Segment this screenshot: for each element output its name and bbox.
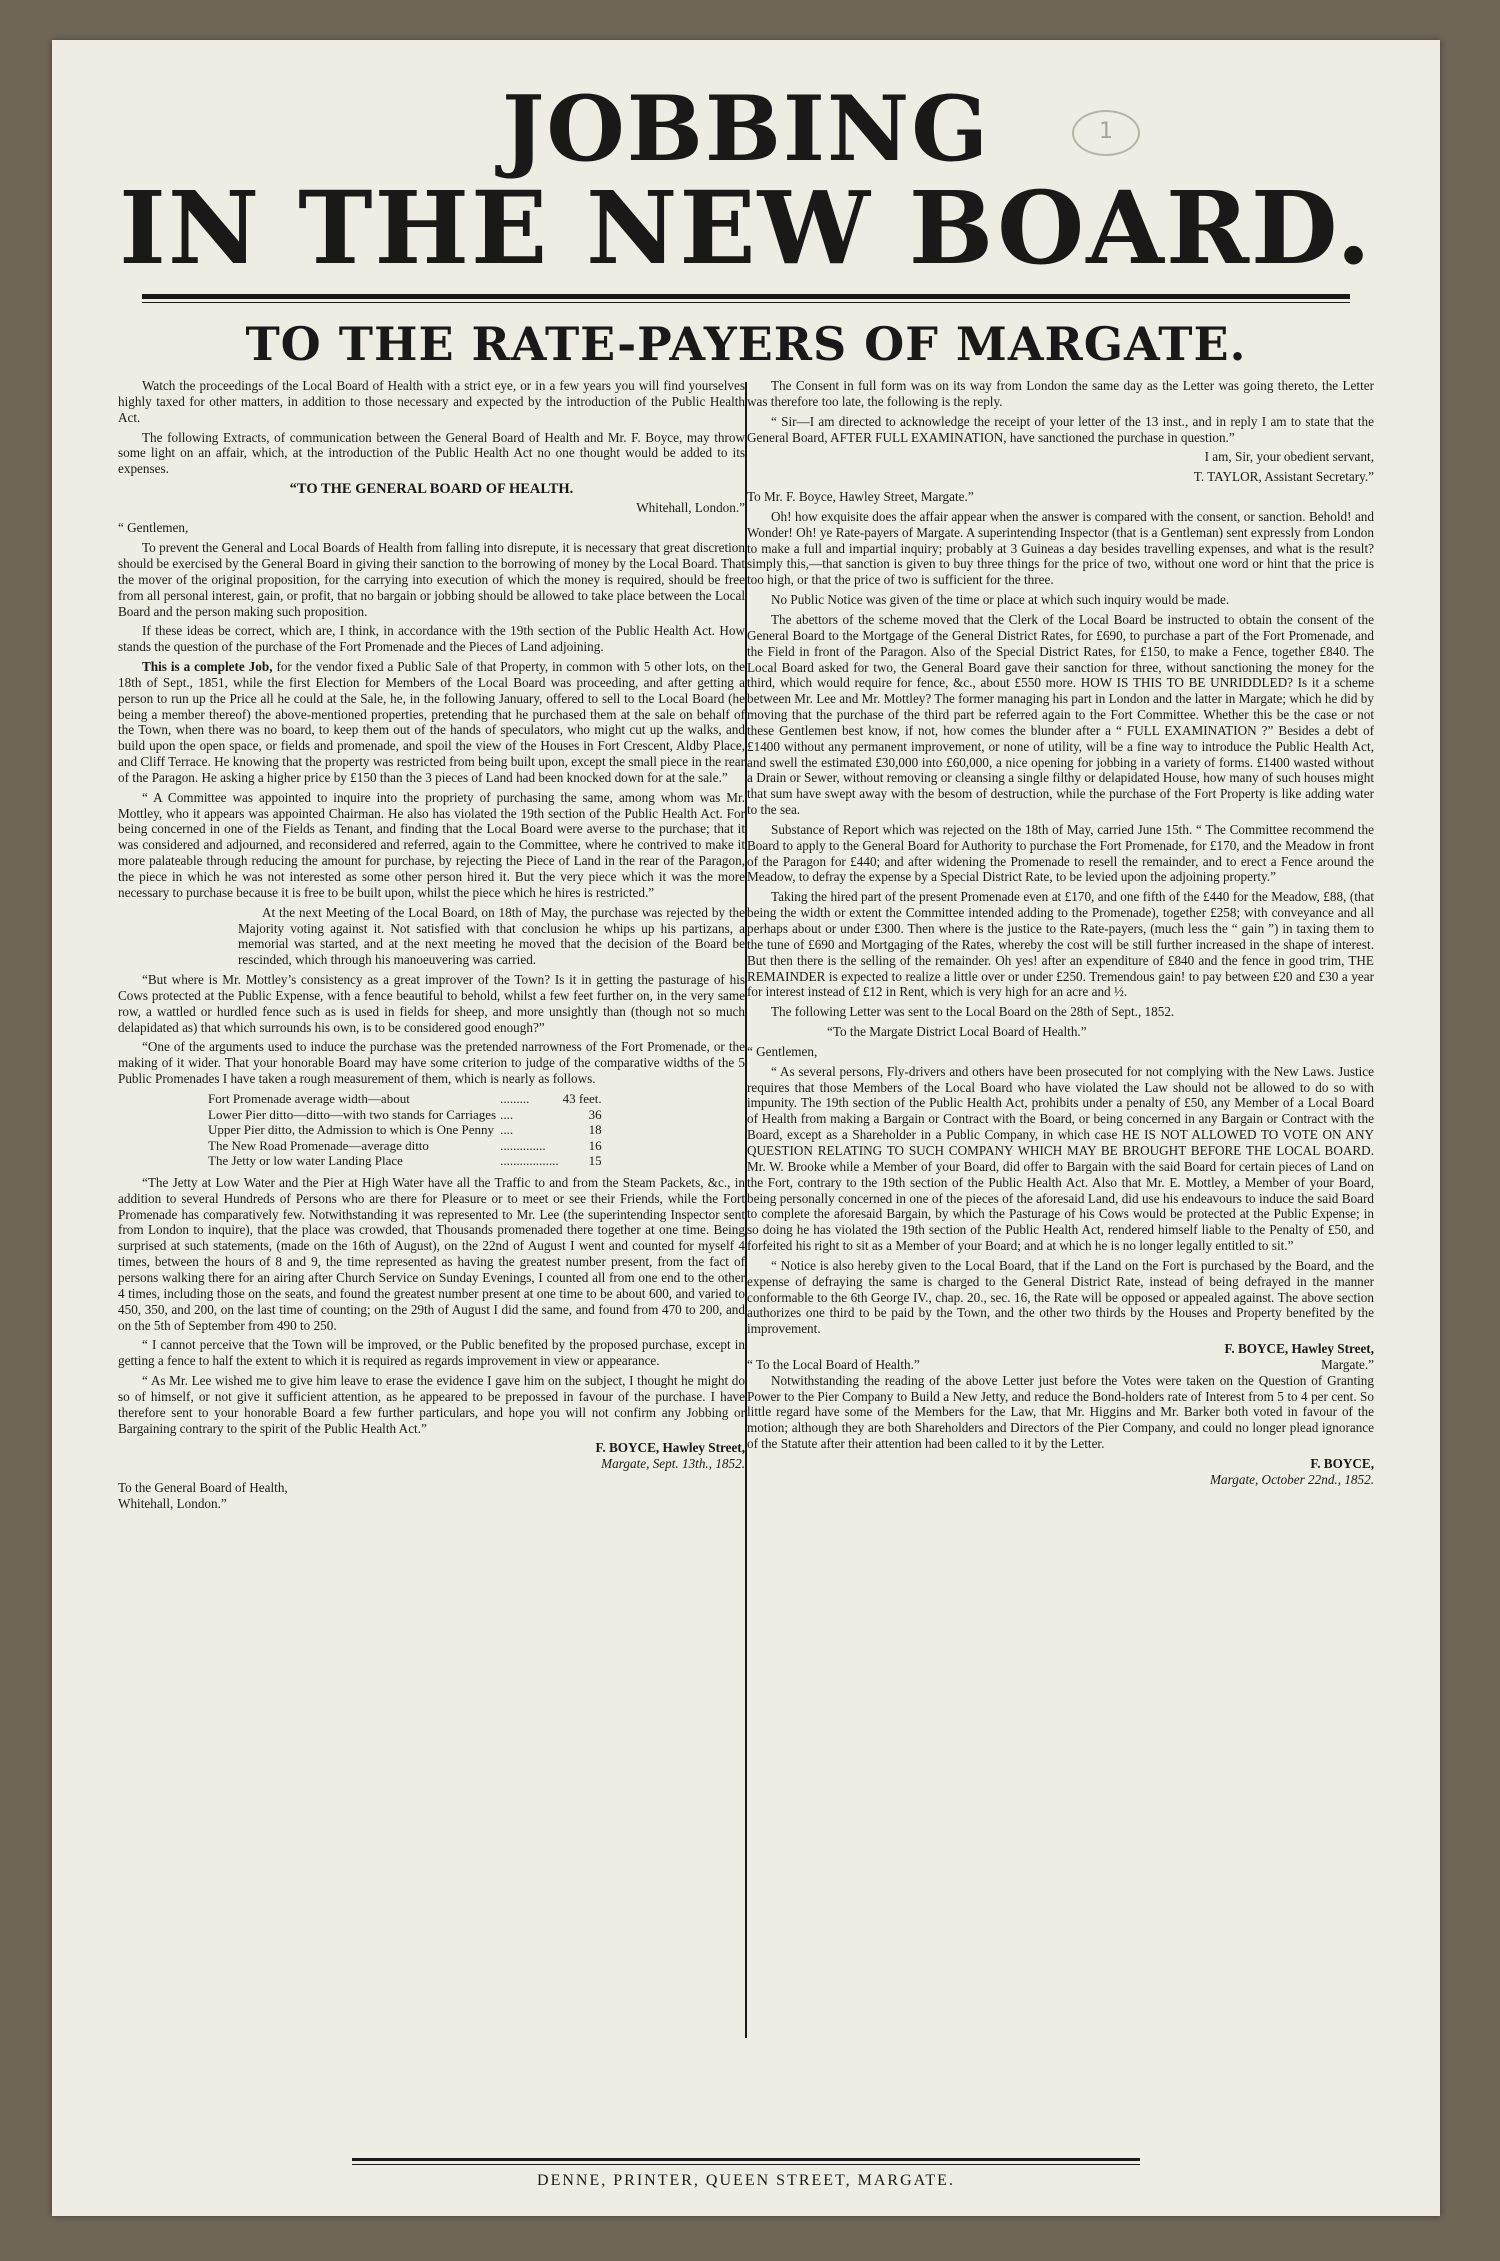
right-paragraph-10: “ Notice is also hereby given to the Local Board, that if the Land on the Fort is purchased by the Board, and the expense of defraying the same is charged to the General District Rate, instead of being defrayed in the manner conformable to the 6th George IV., chap. 20., sec. 16, the Rate will be opposed or appealed against. The above section authorizes one third to be paid by the Town, and the other two thirds by the Houses and Property benefited by the improvement.	[747, 1257, 1374, 1337]
footer-rule-thin	[352, 2164, 1140, 2165]
headline-line-1: JOBBING	[501, 76, 991, 182]
left-address-line-1: To the General Board of Health,	[118, 1480, 288, 1496]
left-paragraph-10: “The Jetty at Low Water and the Pier at High Water have all the Traffic to and from the Steam Packets, &c., in addition to several Hundreds of Persons who are there for Pleasure or to meet or see their Friends, while the Fort Promenade has comparatively few. Notwithstanding it was represented to Mr. Lee (the superintending Inspector sent from London to inquire), that the place was crowded, that Thousands promenaded there together at one time. Being surprised at such statements, (made on the 16th of August), on the 22nd of August I went and counted for myself 4 times, between the hours of 8 and 9, the time represented as having the greatest number present, from the fact of persons walking there for an airing after Church Service on Sunday Evenings, I counted all from one end to the other 4 times, including those on the seats, and found the greatest number present at one time to be about 600, and varied to 450, 350, and 200, on the last time of counting; on the 29th of August I did the same, and found from 470 to 200, and on the 5th of September from 490 to 250.	[118, 1174, 745, 1333]
right-paragraph-11: Notwithstanding the reading of the above Letter just before the Votes were taken on the Question of Granting Power to the Pier Company to Build a New Jetty, and reduce the Bond-holders rate of Interest from 5 to 4 per cent. So little regard have some of the Members for the Law, that Mr. Higgins and Mr. Barker both voted in favour of the motion; although they are both Shareholders and Directors of the Pier Company, and could no longer plead ignorance of the Statute after their attention had been called to it by the Letter.	[747, 1372, 1374, 1452]
left-paragraph-3: To prevent the General and Local Boards of Health from falling into disrepute, it is necessary that great discretion should be exercised by the General Board in giving their sanction to the borrowing of money by the Local Board. That the mover of the original proposition, for the carrying into execution of which the money is required, should be free from all personal interest, gain, or profit, that no bargain or jobbing should be allowed to take place between the Local Board and the person making such proposition.	[118, 540, 745, 619]
right-paragraph-1: The Consent in full form was on its way from London the same day as the Letter was going thereto, the Letter was therefore too late, the following is the reply.	[747, 378, 1374, 409]
closing-line-1: I am, Sir, your obedient servant,	[1204, 449, 1374, 465]
left-paragraph-9: “One of the arguments used to induce the purchase was the pretended narrowness of the Fort Promenade, or the making of it wider. That your honorable Board may have some criterion to judge of the comparative widths of the 5 Public Promenades I have taken a rough measurement of them, which is nearly as follows.	[118, 1039, 745, 1087]
left-column	[118, 378, 745, 2038]
notice-recipient: “ To the Local Board of Health.”	[747, 1356, 920, 1372]
right-column	[747, 378, 1374, 2038]
letter-heading: “TO THE GENERAL BOARD OF HEALTH.	[289, 481, 574, 498]
left-paragraph-8: “But where is Mr. Mottley’s consistency as a great improver of the Town? Is it in getting the pasturage of his Cows protected at the Public Expense, with a fence beautiful to behold, whilst a few feet further on, in the very same row, a wattled or hurdled fence such as is used in fields for sheep, and more unsightly than (though not so much delapidated as) that which surrounds his own, is to be considered good enough?”	[118, 972, 745, 1035]
body-columns	[118, 378, 1374, 2038]
left-signature: F. BOYCE, Hawley Street,	[595, 1440, 745, 1456]
right-paragraph-5: The abettors of the scheme moved that the Clerk of the Local Board be instructed to obtain the consent of the General Board to the Mortgage of the General District Rates, for £690, to purchase a part of the Fort Promenade, and the Field in front of the Paragon. Also of the Special District Rates, for £150, to make a Fence, together £840. The Local Board asked for two, the General Board gave their sanction for three, without sanctioning the money for the third, which would require for fence, &c., about £550 more. HOW IS THIS TO BE UNRIDDLED? Is it a scheme between Mr. Lee and Mr. Mottley? The former managing his part in London and the latter in Margate; which he did by moving that the purchase of the third part be referred again to the Fort Committee. Whether this be the case or not these Gentlemen best know, if not, how comes the blunder after a “ FULL EXAMINATION ?” Besides a debt of £1400 without any permanent improvement, or none of utility, will be a fine way to introduce the Public Health Act, and swell the estimated £30,000 into £60,000, a nice opening for jobbing in a variety of forms. £1400 wasted without a Drain or Sewer, without removing or cleansing a single filthy or delapidated House, how many of such houses might that sum have swept away with the besom of destruction, while the purchase of the Fort Property is like adding water to the sea.	[747, 611, 1374, 818]
right-paragraph-4: No Public Notice was given of the time or place at which such inquiry would be made.	[771, 592, 1230, 608]
subheadline: TO THE RATE-PAYERS OF MARGATE.	[245, 317, 1247, 371]
promenade-widths-table	[208, 1091, 602, 1169]
right-paragraph-2: “ Sir—I am directed to acknowledge the receipt of your letter of the 13 inst., and in reply I am to state that the General Board, AFTER FULL EXAMINATION, have sanctioned the purchase in question.”	[747, 413, 1374, 445]
headline-rule-thin	[142, 302, 1350, 303]
footer-rule	[352, 2158, 1140, 2161]
headline-rule	[142, 294, 1350, 299]
left-paragraph-6: “ A Committee was appointed to inquire into the propriety of purchasing the same, among whom was Mr. Mottley, who it appears was appointed Chairman. He also has violated the 19th section of the Public Health Act. For being concerned in one of the Fields as Tenant, and finding that the Local Board were averse to the purchase; that it was considered and adjourned, and reconsidered and referred, again to the Committee, where he contrived to make it more palateable through reducing the amount for purchase, by rejecting the Piece of Land in the rear of the Paragon, the piece in which he was not interested as some other person hired it. But the very piece which it was the more necessary to purchase because it is free to be built upon, whilst the piece which he hires is restricted.”	[118, 789, 745, 900]
table-row: The Jetty or low water Landing Place .................. 15	[208, 1153, 602, 1169]
left-address-line-2: Whitehall, London.”	[118, 1495, 227, 1511]
left-paragraph-5	[118, 659, 745, 786]
notice-footer-line	[747, 1357, 1374, 1373]
left-signature-place: Margate, Sept. 13th., 1852.	[601, 1456, 745, 1472]
headline-line-2: IN THE NEW BOARD.	[119, 169, 1373, 287]
left-paragraph-7: At the next Meeting of the Local Board, on 18th of May, the purchase was rejected by the Majority voting against it. Not satisfied with that conclusion he whips up his partizans, a memorial was started, and at the next meeting he moved that the decision of the Board be rescinded, which through his manoeuvering was carried.	[238, 904, 745, 968]
reply-recipient: To Mr. F. Boyce, Hawley Street, Margate.”	[747, 489, 974, 505]
closing-line-2: T. TAYLOR, Assistant Secretary.”	[1193, 469, 1374, 485]
printer-imprint: DENNE, PRINTER, QUEEN STREET, MARGATE.	[537, 2172, 955, 2189]
left-paragraph-1: Watch the proceedings of the Local Board of Health with a strict eye, or in a few years you will find yourselves highly taxed for other matters, in addition to those necessary and expected by the introduction of the Public Health Act.	[118, 378, 745, 425]
table-row: The New Road Promenade—average ditto .............. 16	[208, 1137, 602, 1153]
complete-job-lead: This is a complete Job,	[142, 659, 273, 675]
left-paragraph-11: “ I cannot perceive that the Town will be improved, or the Public benefited by the proposed purchase, except in getting a fence to half the extent to which it is required as regards improvement in view or appearance.	[118, 1337, 745, 1369]
letter-place: Whitehall, London.”	[636, 500, 745, 516]
left-paragraph-2: The following Extracts, of communication between the General Board of Health and Mr. F. Boyce, may throw some light on an affair, which, at the introduction of the Public Health Act no one thought would be added to its expenses.	[118, 429, 745, 477]
right-signature: F. BOYCE,	[1310, 1456, 1374, 1471]
right-salutation: “ Gentlemen,	[747, 1043, 818, 1059]
right-signature-place: Margate, October 22nd., 1852.	[1210, 1471, 1374, 1487]
notice-place: Margate.”	[1321, 1356, 1374, 1372]
right-paragraph-9: “ As several persons, Fly-drivers and others have been prosecuted for not complying with the New Laws. Justice requires that those Members of the Local Board who have violated the Law should not be allowed to do so with impunity. The 19th section of the Public Health Act, prohibits under a penalty of £50, any Member of a Local Board of Health from making a Bargain or Contract with the Board, or being concerned in any Bargain or Contract with the Board, except as a Shareholder in a Public Company, in which case HE IS NOT ALLOWED TO VOTE ON ANY QUESTION RELATING TO SUCH COMPANY WHICH MAY BE BROUGHT BEFORE THE LOCAL BOARD. Mr. W. Brooke while a Member of your Board, did offer to Bargain with the said Board for certain pieces of Land on the Fort, contrary to the 19th section of the Public Health Act. Also that Mr. E. Mottley, a Member of your Board, being personally concerned in one of the pieces of the aforesaid Land, did use his endeavours to induce the said Board to complete the aforesaid Bargain, by which the Pasturage of his Cows would be protected at the Public Expense; in so doing he has violated the 19th section of the Public Health Act, rendered himself liable to the Penalty of £50, and forfeited his right to sit as a Member of your Board; and at which he is no longer legally entitled to sit.”	[747, 1063, 1374, 1254]
right-paragraph-3: Oh! how exquisite does the affair appear when the answer is compared with the consent, or sanction. Behold! and Wonder! Oh! ye Rate-payers of Margate. A superintending Inspector (that is a Gentleman) sent expressly from London to make a full and impartial inquiry; probably at 3 Guineas a day besides travelling expenses, and what is the result? simply this,—that sanction is given to buy three things for the price of two, without one word or hint that the price is too high, or that the price of two is sufficient for the three.	[747, 508, 1374, 588]
letter-salutation: “ Gentlemen,	[118, 520, 189, 536]
pencil-annotation: 1	[1072, 110, 1140, 156]
table-row: Fort Promenade average width—about ......... 43 feet.	[208, 1090, 602, 1106]
left-paragraph-5-text: for the vendor fixed a Public Sale of that Property, in common with 5 other lots, on the 18th of Sept., 1851, while the first Election for Members of the Local Board was proceeding, and after getting a person to run up the Price all he could at the Sale, he, in the following January, offered to sell to the Local Board (he being a member thereof) the above-mentioned properties, pretending that he purchased them at the sale on behalf of the Town, when there was no board, to keep them out of the hands of speculators, who might cut up the walks, and build upon the open space, or fields and promenade, and spoil the view of the Houses in Fort Crescent, Aldby Place, and Cliff Terrace. He knowing that the property was restricted from being built upon, except the small piece in the rear of the Paragon. He asking a higher price by £150 than the 3 pieces of Land had been knocked down for at the sale.”	[118, 659, 745, 785]
right-paragraph-7: Taking the hired part of the present Promenade even at £170, and one fifth of the £440 for the Meadow, £88, (that being the width or extent the Committee intended adding to the Promenade), together £258; with conveyance and all perhaps about or under £300. Then where is the justice to the Rate-payers, (much less the “ gain ”) in taxing them to the tune of £690 and Mortgaging of the Rates, whereby the cost will be still further increased in the shape of interest. But then there is the selling of the remainder. Oh yes! after an expenditure of £840 and the fence in good trim, THE REMAINDER is expected to realize a little over or under £250. Tremendous gain! to pay between £20 and £30 a year for interest instead of £12 in Rent, which is very high for an acre and ½.	[747, 889, 1374, 1000]
notice-signature: F. BOYCE, Hawley Street,	[1224, 1341, 1374, 1357]
table-row: Upper Pier ditto, the Admission to which is One Penny .... 18	[208, 1122, 602, 1138]
poster-sheet	[52, 40, 1440, 2216]
letter-recipient: “To the Margate District Local Board of Health.”	[827, 1024, 1087, 1040]
right-paragraph-6: Substance of Report which was rejected on the 18th of May, carried June 15th. “ The Committee recommend the Board to apply to the General Board for Authority to purchase the Fort Promenade, for £170, and the Meadow in front of the Paragon for £440; and after widening the Promenade to resell the remainder, and to erect a Fence around the Meadow, to defray the expense by a Special District Rate, to be levied upon the adjoining property.”	[747, 821, 1374, 885]
table-row: Lower Pier ditto—ditto—with two stands for Carriages .... 36	[208, 1106, 602, 1122]
left-paragraph-4: If these ideas be correct, which are, I think, in accordance with the 19th section of the Public Health Act. How stands the question of the purchase of the Fort Promenade and the Pieces of Land adjoining.	[118, 623, 745, 655]
left-paragraph-12: “ As Mr. Lee wished me to give him leave to erase the evidence I gave him on the subject, I thought he might do so of himself, or not give it sufficient attention, as he appeared to be prepossed in favour of the purchase. I have therefore sent to your honorable Board a few further particulars, and hope you will not confirm any Jobbing or Bargaining contrary to the spirit of the Public Health Act.”	[118, 1373, 745, 1436]
right-paragraph-8: The following Letter was sent to the Local Board on the 28th of Sept., 1852.	[771, 1004, 1175, 1020]
